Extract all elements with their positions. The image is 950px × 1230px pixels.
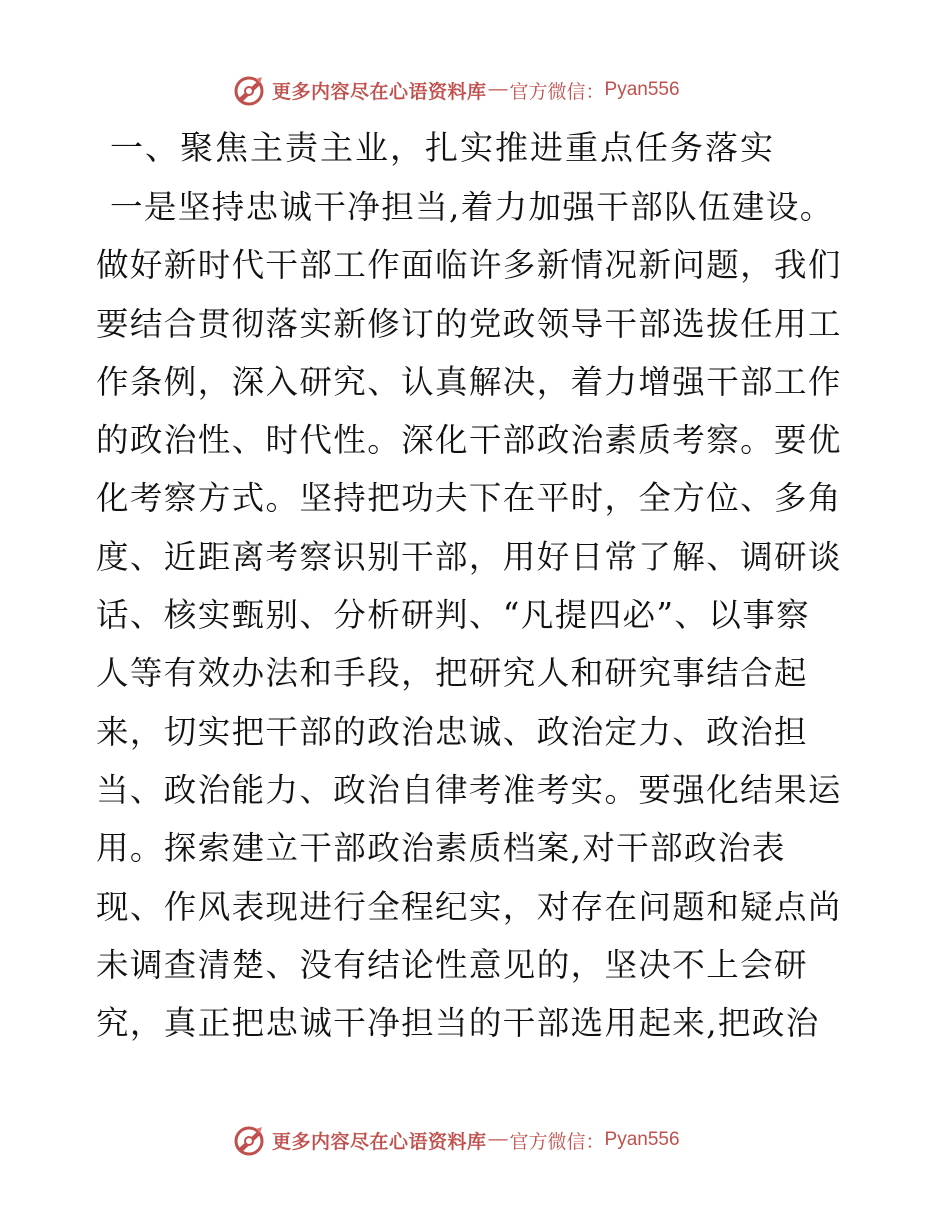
- banner-wechat-id: Pyan556: [604, 79, 680, 100]
- banner-wechat-id: Pyan556: [604, 1129, 680, 1150]
- body-line: 当、政治能力、政治自律考准考实。要强化结果运: [96, 770, 842, 809]
- banner-slogan: 更多内容尽在心语资料库: [272, 1130, 487, 1153]
- body-line: 的政治性、时代性。深化干部政治素质考察。要优: [96, 421, 842, 460]
- body-line: 作条例，深入研究、认真解决，着力增强干部工作: [96, 362, 842, 401]
- body-line: 要结合贯彻落实新修订的党政领导干部选拔任用工: [96, 304, 842, 343]
- banner-dash: —: [488, 79, 508, 100]
- body-paragraph: [96, 178, 856, 1052]
- body-line: 话、核实甄别、分析研判、“凡提四必”、以事察: [96, 596, 811, 635]
- section-heading: 一、聚焦主责主业，扎实推进重点任务落实: [110, 128, 775, 167]
- brand-logo-icon: [232, 73, 266, 107]
- header-watermark-banner: [232, 72, 712, 108]
- banner-dash: —: [488, 1129, 508, 1150]
- body-line: 一是坚持忠诚干净担当,着力加强干部队伍建设。: [110, 188, 834, 226]
- banner-wechat-label: 官方微信：: [509, 81, 605, 103]
- brand-logo-icon: [232, 1123, 266, 1157]
- banner-slogan: 更多内容尽在心语资料库: [272, 80, 487, 103]
- body-line: 未调查清楚、没有结论性意见的，坚决不上会研: [96, 945, 808, 984]
- body-line: 度、近距离考察识别干部，用好日常了解、调研谈: [96, 537, 842, 576]
- body-line: 人等有效办法和手段，把研究人和研究事结合起: [96, 654, 808, 693]
- body-line: 做好新时代干部工作面临许多新情况新问题，我们: [96, 246, 842, 285]
- body-line: 化考察方式。坚持把功夫下在平时，全方位、多角: [96, 479, 842, 518]
- body-line: 用。探索建立干部政治素质档案,对干部政治表: [96, 829, 786, 868]
- body-line: 来，切实把干部的政治忠诚、政治定力、政治担: [96, 712, 808, 751]
- body-line: 究，真正把忠诚干净担当的干部选用起来,把政治: [96, 1004, 820, 1043]
- footer-watermark-banner: [232, 1122, 712, 1158]
- body-line: 现、作风表现进行全程纪实，对存在问题和疑点尚: [96, 887, 842, 926]
- banner-wechat-label: 官方微信：: [509, 1131, 605, 1153]
